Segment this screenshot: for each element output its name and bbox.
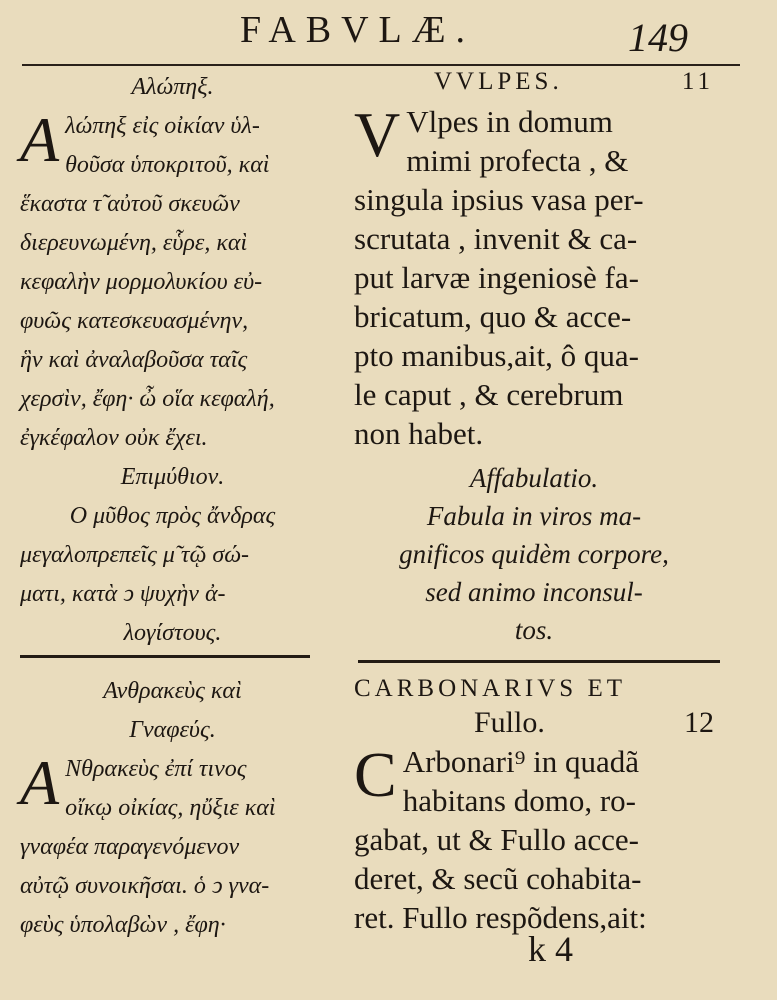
- text-line: put larvæ ingeniosè fa-: [354, 260, 639, 295]
- text-line: φεὺς ὑπολαβὼν , ἔφη·: [20, 912, 226, 938]
- text-line: Arbonari⁹ in quadã: [402, 744, 640, 779]
- fable-heading: [354, 68, 714, 102]
- text-line: sed animo inconsul-: [425, 577, 643, 607]
- text-line: le caput , & cerebrum: [354, 377, 624, 412]
- text-line: οἴκῳ οἰκίας, ηὔξιε καὶ: [65, 795, 276, 821]
- fable-12-greek: [20, 672, 325, 945]
- text-line: λογίστους.: [123, 620, 222, 646]
- text-line: bricatum, quo & acce-: [354, 299, 632, 334]
- greek-title-line: Γναφεύς.: [129, 717, 216, 743]
- text-line: γναφέα παραγενόμενον: [20, 834, 240, 860]
- text-line: διερευνωμένη, εὗρε, καὶ: [20, 230, 248, 256]
- text-line: non habet.: [354, 416, 484, 451]
- greek-title: Αλώπηξ.: [131, 74, 214, 100]
- drop-cap: C: [354, 739, 397, 810]
- text-line: κεφαλὴν μορμολυκίου εὐ-: [20, 269, 263, 295]
- greek-title-line: Ανθρακεὺς καὶ: [103, 678, 242, 704]
- fable-heading-line: CARBONARIVS ET: [354, 675, 626, 702]
- fable-title: VVLPES.: [434, 68, 563, 95]
- fable-title: Fullo.: [474, 706, 545, 739]
- page-number: 149: [628, 15, 688, 60]
- fable-11-latin: [354, 68, 714, 649]
- text-line: χερσὶν, ἔφη· ὦ οἵα κεφαλή,: [20, 386, 275, 412]
- text-line: Vlpes in domum: [406, 104, 613, 139]
- moral-text: [354, 497, 714, 649]
- greek-text: [20, 747, 325, 945]
- text-line: Ο μῦθος πρὸς ἄνδρας: [69, 503, 276, 529]
- greek-moral: [20, 497, 325, 653]
- text-line: λώπηξ εἰς οἰκίαν ὑλ-: [65, 113, 260, 139]
- greek-moral-title: Επιμύθιον.: [120, 464, 225, 490]
- header-rule: [22, 64, 740, 66]
- text-line: Fabula in viros ma-: [426, 501, 642, 531]
- text-line: ἐγκέφαλον οὐκ ἔχει.: [20, 425, 208, 451]
- text-line: mimi profecta , &: [406, 143, 629, 178]
- text-line: αὐτῷ συνοικῆσαι. ὁ ͻ γνα-: [20, 873, 270, 899]
- text-line: μεγαλοπρεπεῖς μ̃ τῷ σώ-: [20, 542, 249, 568]
- text-line: singula ipsius vasa per-: [354, 182, 644, 217]
- section-rule-right: [358, 660, 720, 663]
- text-line: φυῶς κατεσκευασμένην,: [20, 308, 249, 334]
- signature-mark: k 4: [528, 929, 573, 969]
- text-line: deret, & secũ cohabita-: [354, 861, 642, 896]
- text-line: gabat, ut & Fullo acce-: [354, 822, 639, 857]
- moral-title: Affabulatio.: [469, 463, 599, 493]
- text-line: scrutata , invenit & ca-: [354, 221, 638, 256]
- fable-12-latin: [354, 672, 714, 937]
- text-line: tos.: [514, 615, 554, 645]
- running-title: FABVLÆ.: [240, 9, 476, 51]
- section-rule-left: [20, 655, 310, 658]
- text-line: θοῦσα ὑποκριτοῦ, καὶ: [65, 152, 270, 178]
- text-line: ματι, κατὰ ͻ ψυχὴν ἀ-: [20, 581, 226, 607]
- text-line: ἕκαστα τ̃ αὐτοῦ σκευῶν: [20, 191, 240, 217]
- text-line: ret. Fullo respõdens,ait:: [354, 900, 647, 935]
- drop-cap: A: [20, 104, 60, 175]
- text-line: habitans domo, ro-: [402, 783, 637, 818]
- fable-11-greek: [20, 68, 325, 653]
- drop-cap: A: [20, 747, 60, 818]
- fable-heading: [354, 706, 714, 742]
- fable-number: 11: [681, 68, 714, 95]
- greek-text: [20, 104, 325, 458]
- latin-text: [354, 739, 714, 937]
- text-line: pto manibus,ait, ô qua-: [354, 338, 639, 373]
- drop-cap: V: [354, 99, 401, 170]
- fable-number: 12: [684, 706, 714, 739]
- text-line: Νθρακεὺς ἐπί τινος: [65, 756, 247, 782]
- text-line: ἣν καὶ ἀναλαβοῦσα ταῖς: [20, 347, 248, 373]
- text-line: gnificos quidèm corpore,: [399, 539, 669, 569]
- latin-text: [354, 99, 714, 453]
